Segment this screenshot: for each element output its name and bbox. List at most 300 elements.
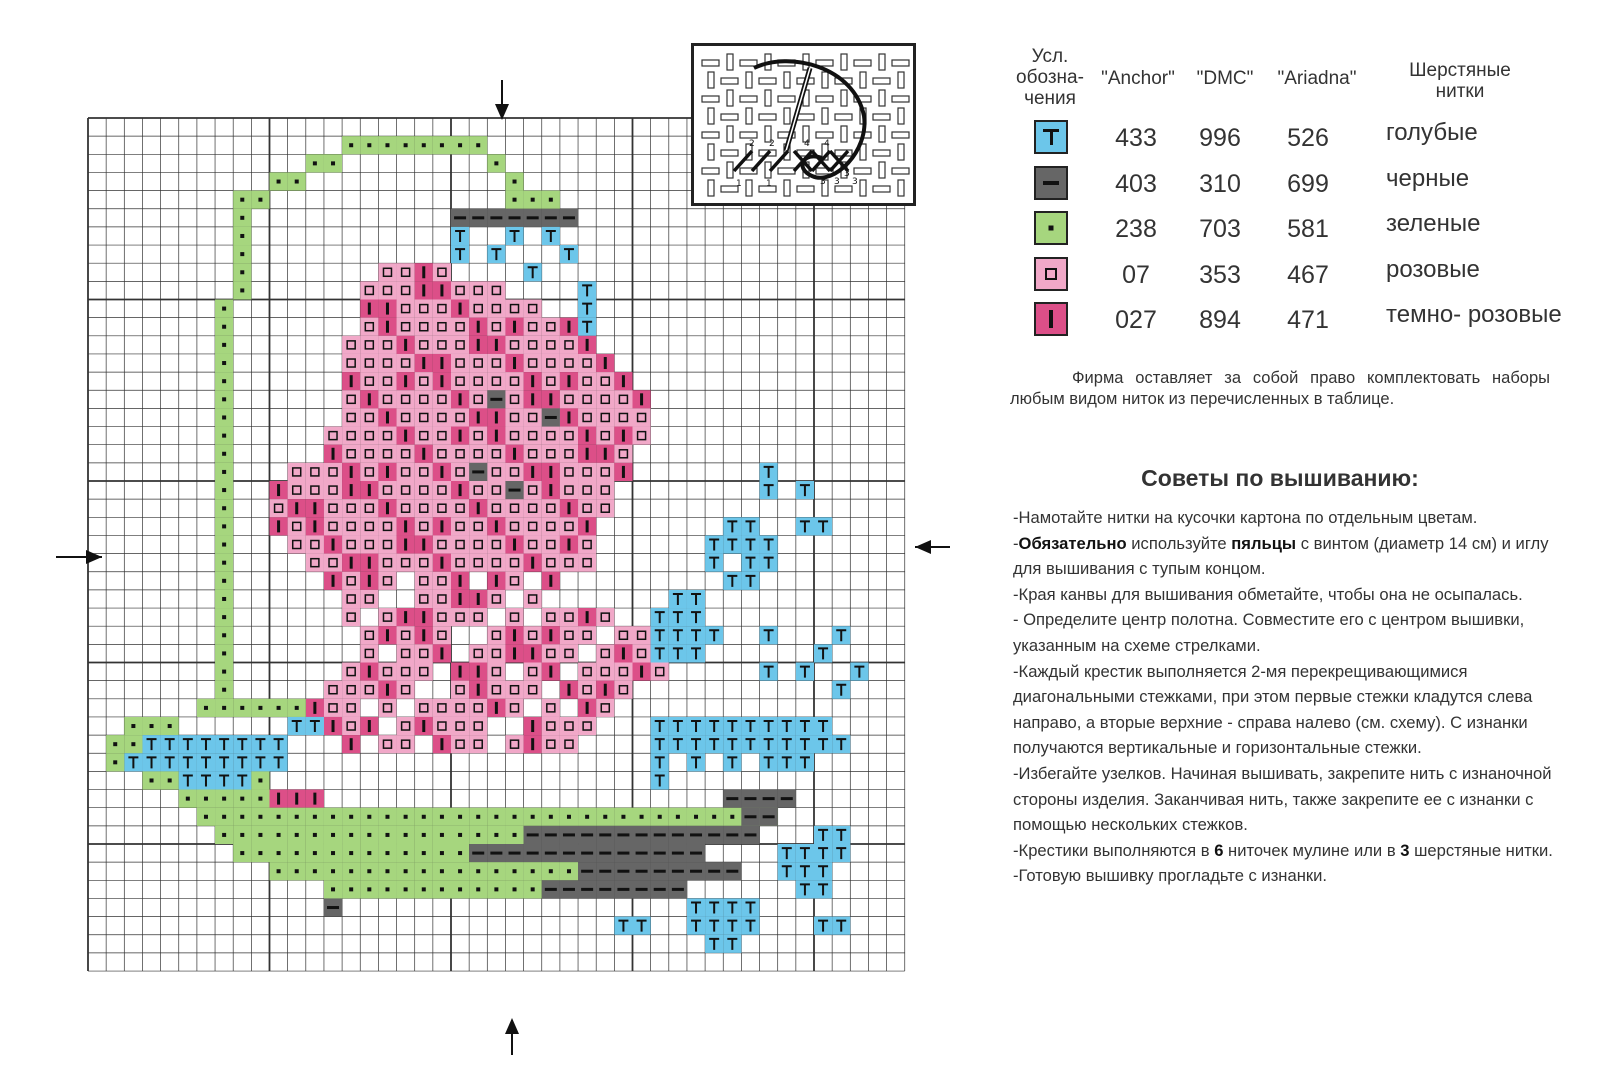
stitch-cell bbox=[578, 336, 596, 354]
stitch-cell bbox=[614, 681, 632, 699]
stitch-cell bbox=[760, 626, 778, 644]
legend-anchor-value: 433 bbox=[1115, 124, 1157, 152]
stitch-cell bbox=[469, 554, 487, 572]
stitch-cell bbox=[215, 771, 233, 789]
stitch-cell bbox=[270, 826, 288, 844]
stitch-cell bbox=[487, 517, 505, 535]
stitch-cell bbox=[215, 318, 233, 336]
tip-emphasis: пяльцы bbox=[1231, 533, 1297, 553]
stitch-cell bbox=[415, 554, 433, 572]
stitch-cell bbox=[433, 372, 451, 390]
stitch-cell bbox=[342, 372, 360, 390]
stitch-cell bbox=[687, 862, 705, 880]
stitch-cell bbox=[324, 826, 342, 844]
stitch-cell bbox=[324, 154, 342, 172]
stitch-cell bbox=[215, 626, 233, 644]
stitch-cell bbox=[469, 644, 487, 662]
stitch-cell bbox=[487, 390, 505, 408]
stitch-cell bbox=[850, 663, 868, 681]
legend-ariadna-value: 581 bbox=[1287, 215, 1329, 243]
stitch-cell bbox=[651, 717, 669, 735]
stitch-cell bbox=[723, 862, 741, 880]
stitch-cell bbox=[524, 372, 542, 390]
stitch-cell bbox=[161, 753, 179, 771]
stitch-cell bbox=[578, 862, 596, 880]
tips-title: Советы по вышиванию: bbox=[1141, 465, 1419, 491]
stitch-cell bbox=[378, 626, 396, 644]
stitch-cell bbox=[614, 917, 632, 935]
tip-emphasis: 3 bbox=[1400, 840, 1410, 860]
stitch-cell bbox=[378, 826, 396, 844]
stitch-cell bbox=[542, 499, 560, 517]
stitch-cell bbox=[651, 826, 669, 844]
stitch-cell bbox=[342, 554, 360, 572]
stitch-cell bbox=[360, 372, 378, 390]
stitch-cell bbox=[270, 735, 288, 753]
stitch-cell bbox=[451, 136, 469, 154]
company-note: Фирма оставляет за собой право комплектовать наборы любым видом ниток из перечисленных в таблице. bbox=[1010, 369, 1550, 408]
stitch-cell bbox=[578, 880, 596, 898]
stitch-cell bbox=[487, 535, 505, 553]
stitch-cell bbox=[487, 554, 505, 572]
stitch-cell bbox=[560, 372, 578, 390]
stitch-cell bbox=[542, 880, 560, 898]
stitch-cell bbox=[433, 717, 451, 735]
stitch-cell bbox=[487, 644, 505, 662]
tip-text: - Определите центр полотна. Совместите его с центром вышивки, указанным на схеме стрелками. bbox=[1013, 610, 1525, 655]
stitch-cell bbox=[723, 935, 741, 953]
stitch-cell bbox=[215, 390, 233, 408]
stitch-cell bbox=[578, 844, 596, 862]
stitch-cell bbox=[415, 336, 433, 354]
stitch-cell bbox=[397, 717, 415, 735]
stitch-cell bbox=[397, 136, 415, 154]
stitch-cell bbox=[324, 862, 342, 880]
stitch-cell bbox=[197, 699, 215, 717]
stitch-cell bbox=[524, 808, 542, 826]
stitch-cell bbox=[342, 445, 360, 463]
stitch-cell bbox=[415, 263, 433, 281]
stitch-cell bbox=[306, 154, 324, 172]
legend-color-name: темно- розовые bbox=[1386, 301, 1562, 328]
stitch-cell bbox=[324, 572, 342, 590]
stitch-cell bbox=[306, 717, 324, 735]
stitch-cell bbox=[397, 463, 415, 481]
stitch-cell bbox=[342, 826, 360, 844]
stitch-cell bbox=[451, 663, 469, 681]
stitch-cell bbox=[378, 445, 396, 463]
tip-text: с винтом (диаметр 14 см) и иглу для вышивания с тупым концом. bbox=[1013, 533, 1549, 579]
stitch-cell bbox=[487, 699, 505, 717]
arrow-left-icon bbox=[56, 550, 102, 564]
stitch-cell bbox=[378, 517, 396, 535]
stitch-cell bbox=[651, 808, 669, 826]
stitch-cell bbox=[251, 844, 269, 862]
stitch-cell bbox=[469, 300, 487, 318]
stitch-cell bbox=[415, 408, 433, 426]
stitch-cell bbox=[378, 808, 396, 826]
stitch-cell bbox=[342, 880, 360, 898]
stitch-cell bbox=[596, 681, 614, 699]
stitch-cell bbox=[288, 172, 306, 190]
stitch-cell bbox=[215, 735, 233, 753]
tip-emphasis: 6 bbox=[1214, 840, 1224, 860]
stitch-cell bbox=[433, 644, 451, 662]
stitch-cell bbox=[288, 699, 306, 717]
stitch-cell bbox=[233, 209, 251, 227]
stitch-cell bbox=[560, 535, 578, 553]
stitch-cell bbox=[397, 844, 415, 862]
stitch-cell bbox=[796, 663, 814, 681]
stitch-cell bbox=[324, 554, 342, 572]
stitch-cell bbox=[288, 535, 306, 553]
stitch-cell bbox=[451, 427, 469, 445]
stitch-cell bbox=[596, 663, 614, 681]
stitch-cell bbox=[741, 790, 759, 808]
legend-color-name: черные bbox=[1386, 164, 1470, 192]
stitch-cell bbox=[596, 826, 614, 844]
stitch-cell bbox=[487, 318, 505, 336]
stitch-cell bbox=[360, 136, 378, 154]
stitch-cell bbox=[288, 717, 306, 735]
stitch-cell bbox=[251, 191, 269, 209]
stitch-cell bbox=[651, 626, 669, 644]
stitch-cell bbox=[469, 463, 487, 481]
stitch-cell bbox=[360, 427, 378, 445]
stitch-cell bbox=[524, 300, 542, 318]
stitch-cell bbox=[324, 517, 342, 535]
stitch-cell bbox=[233, 191, 251, 209]
stitch-cell bbox=[378, 499, 396, 517]
stitch-cell bbox=[578, 281, 596, 299]
stitch-cell bbox=[397, 644, 415, 662]
diagram-label: 3 bbox=[844, 169, 850, 179]
stitch-cell bbox=[197, 771, 215, 789]
stitch-cell bbox=[106, 753, 124, 771]
stitch-cell bbox=[814, 517, 832, 535]
stitch-cell bbox=[596, 808, 614, 826]
stitch-cell bbox=[524, 663, 542, 681]
stitch-cell bbox=[360, 626, 378, 644]
stitch-cell bbox=[796, 862, 814, 880]
thread-legend bbox=[1000, 40, 1570, 360]
stitch-cell bbox=[306, 463, 324, 481]
stitch-cell bbox=[215, 499, 233, 517]
stitch-cell bbox=[433, 427, 451, 445]
stitch-cell bbox=[505, 826, 523, 844]
stitch-cell bbox=[542, 699, 560, 717]
stitch-cell bbox=[814, 717, 832, 735]
stitch-cell bbox=[469, 499, 487, 517]
stitch-cell bbox=[378, 880, 396, 898]
stitch-cell bbox=[342, 390, 360, 408]
stitch-cell bbox=[560, 463, 578, 481]
stitch-cell bbox=[578, 608, 596, 626]
stitch-cell bbox=[487, 880, 505, 898]
stitch-cell bbox=[596, 880, 614, 898]
stitch-cell bbox=[270, 517, 288, 535]
tip-item bbox=[1013, 659, 1573, 761]
stitch-cell bbox=[542, 735, 560, 753]
stitch-cell bbox=[397, 499, 415, 517]
stitch-cell bbox=[415, 517, 433, 535]
stitch-diagram bbox=[691, 43, 916, 206]
stitch-cell bbox=[669, 644, 687, 662]
stitch-cell bbox=[487, 154, 505, 172]
stitch-cell bbox=[397, 826, 415, 844]
stitch-cell bbox=[560, 318, 578, 336]
stitch-cell bbox=[179, 771, 197, 789]
stitch-cell bbox=[760, 808, 778, 826]
stitch-cell bbox=[560, 880, 578, 898]
stitch-cell bbox=[614, 880, 632, 898]
stitch-cell bbox=[560, 445, 578, 463]
stitch-cell bbox=[306, 481, 324, 499]
stitch-cell bbox=[687, 644, 705, 662]
tip-text: - bbox=[1013, 533, 1019, 553]
stitch-cell bbox=[651, 753, 669, 771]
stitch-cell bbox=[397, 862, 415, 880]
stitch-cell bbox=[832, 844, 850, 862]
dash-icon bbox=[1034, 166, 1068, 200]
stitch-cell bbox=[633, 826, 651, 844]
stitch-cell bbox=[596, 463, 614, 481]
stitch-cell bbox=[542, 608, 560, 626]
stitch-cell bbox=[578, 808, 596, 826]
stitch-cell bbox=[342, 844, 360, 862]
stitch-cell bbox=[215, 372, 233, 390]
stitch-cell bbox=[270, 481, 288, 499]
stitch-cell bbox=[360, 663, 378, 681]
stitch-cell bbox=[723, 717, 741, 735]
dot-icon bbox=[1034, 211, 1068, 245]
stitch-cell bbox=[705, 826, 723, 844]
stitch-cell bbox=[578, 445, 596, 463]
legend-header-anchor: "Anchor" bbox=[1101, 68, 1175, 89]
stitch-cell bbox=[651, 608, 669, 626]
stitch-cell bbox=[723, 790, 741, 808]
stitch-diagram-graphic bbox=[694, 46, 913, 203]
tip-text: используйте bbox=[1126, 533, 1232, 553]
stitch-cell bbox=[596, 499, 614, 517]
stitch-cell bbox=[560, 826, 578, 844]
stitch-cell bbox=[378, 463, 396, 481]
stitch-cell bbox=[578, 499, 596, 517]
stitch-cell bbox=[415, 808, 433, 826]
tip-item bbox=[1013, 607, 1573, 658]
stitch-cell bbox=[814, 844, 832, 862]
stitch-cell bbox=[270, 844, 288, 862]
stitch-cell bbox=[524, 735, 542, 753]
stitch-cell bbox=[415, 644, 433, 662]
stitch-cell bbox=[542, 844, 560, 862]
stitch-cell bbox=[542, 626, 560, 644]
stitch-cell bbox=[342, 517, 360, 535]
stitch-cell bbox=[433, 880, 451, 898]
stitch-cell bbox=[633, 390, 651, 408]
stitch-cell bbox=[705, 626, 723, 644]
stitch-cell bbox=[560, 336, 578, 354]
stitch-cell bbox=[324, 499, 342, 517]
stitch-cell bbox=[796, 735, 814, 753]
stitch-cell bbox=[215, 300, 233, 318]
stitch-cell bbox=[524, 681, 542, 699]
stitch-cell bbox=[487, 427, 505, 445]
stitch-cell bbox=[524, 554, 542, 572]
stitch-cell bbox=[360, 517, 378, 535]
stitch-cell bbox=[633, 917, 651, 935]
stitch-cell bbox=[451, 227, 469, 245]
stitch-cell bbox=[306, 535, 324, 553]
stitch-cell bbox=[614, 826, 632, 844]
tip-text: -Крестики выполняются в bbox=[1013, 840, 1215, 860]
stitch-cell bbox=[505, 699, 523, 717]
stitch-cell bbox=[342, 535, 360, 553]
stitch-cell bbox=[433, 535, 451, 553]
stitch-cell bbox=[469, 826, 487, 844]
stitch-cell bbox=[288, 826, 306, 844]
stitch-cell bbox=[469, 427, 487, 445]
stitch-cell bbox=[487, 245, 505, 263]
stitch-cell bbox=[324, 427, 342, 445]
stitch-cell bbox=[832, 917, 850, 935]
stitch-cell bbox=[360, 499, 378, 517]
stitch-cell bbox=[687, 753, 705, 771]
legend-row bbox=[1000, 162, 1570, 206]
stitch-cell bbox=[451, 517, 469, 535]
stitch-cell bbox=[433, 517, 451, 535]
stitch-cell bbox=[142, 753, 160, 771]
stitch-cell bbox=[596, 390, 614, 408]
stitch-cell bbox=[306, 517, 324, 535]
stitch-cell bbox=[633, 862, 651, 880]
stitch-cell bbox=[233, 771, 251, 789]
stitch-cell bbox=[705, 808, 723, 826]
stitch-cell bbox=[342, 136, 360, 154]
stitch-cell bbox=[469, 699, 487, 717]
stitch-cell bbox=[614, 808, 632, 826]
stitch-cell bbox=[578, 390, 596, 408]
stitch-cell bbox=[288, 517, 306, 535]
stitch-cell bbox=[233, 844, 251, 862]
stitch-cell bbox=[469, 481, 487, 499]
stitch-cell bbox=[215, 681, 233, 699]
legend-row bbox=[1000, 116, 1570, 160]
stitch-cell bbox=[705, 935, 723, 953]
stitch-cell bbox=[360, 281, 378, 299]
stitch-cell bbox=[524, 590, 542, 608]
stitch-cell bbox=[215, 826, 233, 844]
stitch-cell bbox=[433, 263, 451, 281]
stitch-cell bbox=[233, 699, 251, 717]
stitch-cell bbox=[796, 844, 814, 862]
stitch-cell bbox=[487, 481, 505, 499]
legend-dmc-value: 703 bbox=[1199, 215, 1241, 243]
stitch-cell bbox=[270, 172, 288, 190]
stitch-cell bbox=[723, 517, 741, 535]
stitch-cell bbox=[578, 681, 596, 699]
stitch-cell bbox=[397, 372, 415, 390]
stitch-cell bbox=[433, 499, 451, 517]
stitch-cell bbox=[451, 390, 469, 408]
stitch-cell bbox=[451, 608, 469, 626]
stitch-cell bbox=[161, 771, 179, 789]
stitch-cell bbox=[124, 753, 142, 771]
stitch-cell bbox=[487, 209, 505, 227]
stitch-cell bbox=[796, 517, 814, 535]
stitch-cell bbox=[306, 699, 324, 717]
stitch-cell bbox=[360, 300, 378, 318]
stitch-cell bbox=[342, 735, 360, 753]
stitch-cell bbox=[542, 554, 560, 572]
stitch-cell bbox=[596, 608, 614, 626]
stitch-cell bbox=[288, 844, 306, 862]
stitch-cell bbox=[342, 336, 360, 354]
stitch-cell bbox=[778, 844, 796, 862]
stitch-cell bbox=[524, 263, 542, 281]
diagram-label: 1 bbox=[766, 179, 772, 189]
stitch-cell bbox=[378, 535, 396, 553]
stitch-cell bbox=[487, 354, 505, 372]
stitch-cell bbox=[270, 808, 288, 826]
stitch-cell bbox=[469, 663, 487, 681]
stitch-cell bbox=[342, 717, 360, 735]
stitch-cell bbox=[505, 626, 523, 644]
stitch-cell bbox=[542, 191, 560, 209]
stitch-cell bbox=[614, 445, 632, 463]
stitch-cell bbox=[378, 300, 396, 318]
stitch-cell bbox=[487, 862, 505, 880]
stitch-cell bbox=[814, 644, 832, 662]
stitch-cell bbox=[233, 753, 251, 771]
stitch-cell bbox=[760, 535, 778, 553]
stitch-cell bbox=[505, 499, 523, 517]
stitch-cell bbox=[433, 735, 451, 753]
stitch-cell bbox=[760, 481, 778, 499]
stitch-cell bbox=[578, 372, 596, 390]
stitch-cell bbox=[197, 808, 215, 826]
stitch-cell bbox=[542, 336, 560, 354]
stitch-cell bbox=[378, 390, 396, 408]
stitch-cell bbox=[378, 844, 396, 862]
stitch-cell bbox=[723, 898, 741, 916]
stitch-cell bbox=[614, 844, 632, 862]
stitch-cell bbox=[415, 844, 433, 862]
stitch-cell bbox=[306, 554, 324, 572]
stitch-cell bbox=[560, 499, 578, 517]
stitch-cell bbox=[651, 844, 669, 862]
stitch-cell bbox=[433, 699, 451, 717]
stitch-cell bbox=[614, 862, 632, 880]
stitch-cell bbox=[306, 790, 324, 808]
stitch-cell bbox=[796, 880, 814, 898]
stitch-cell bbox=[215, 808, 233, 826]
stitch-cell bbox=[614, 408, 632, 426]
stitch-cell bbox=[415, 318, 433, 336]
stitch-cell bbox=[433, 844, 451, 862]
tip-item bbox=[1013, 761, 1573, 838]
stitch-cell bbox=[832, 626, 850, 644]
stitch-cell bbox=[415, 427, 433, 445]
stitch-cell bbox=[415, 445, 433, 463]
stitch-cell bbox=[397, 354, 415, 372]
stitch-cell bbox=[524, 408, 542, 426]
stitch-cell bbox=[360, 463, 378, 481]
stitch-cell bbox=[487, 826, 505, 844]
stitch-cell bbox=[161, 735, 179, 753]
legend-ariadna-value: 699 bbox=[1287, 169, 1329, 198]
stitch-cell bbox=[197, 753, 215, 771]
